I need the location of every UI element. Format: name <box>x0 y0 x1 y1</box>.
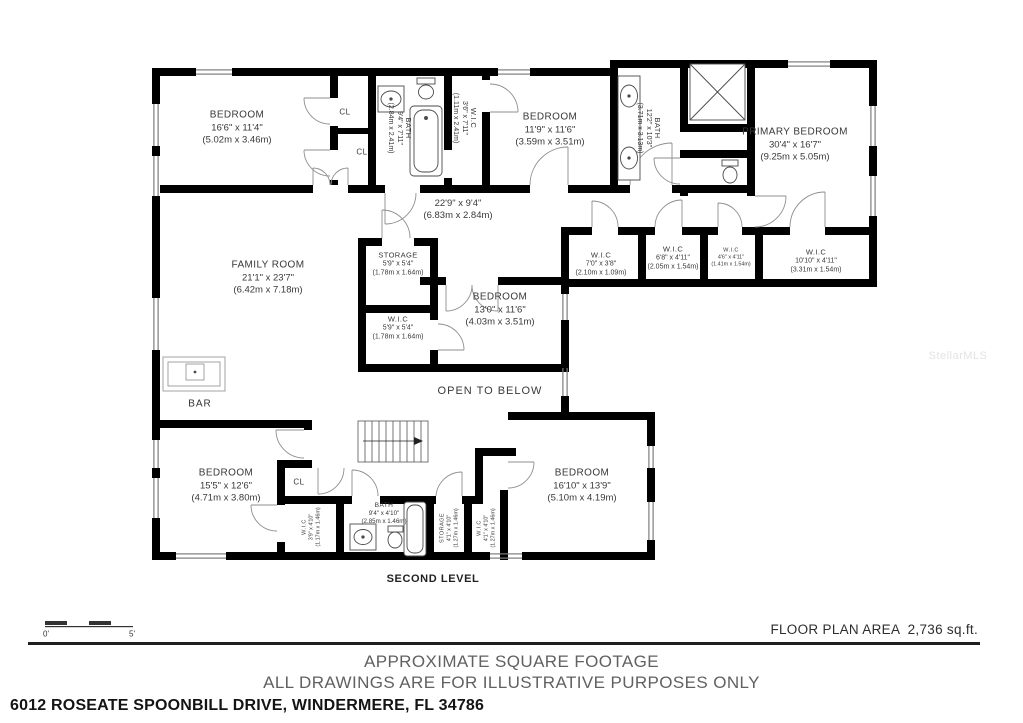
room-label-bath-top: BATH 9'4" x 7'11" (2.84m x 2.41m) <box>387 102 413 154</box>
room-label-wic-bottom-right: W.I.C 4'1" x 4'10" (1.27m x 1.46m) <box>476 508 497 548</box>
bathtub-icon <box>410 106 442 176</box>
room-label-bedroom-top-center: BEDROOM 11'9" x 11'6" (3.59m x 3.51m) <box>515 111 585 148</box>
property-address: 6012 ROSEATE SPOONBILL DRIVE, WINDERMERE, FL 34786 <box>10 697 485 714</box>
room-label-storage-bottom: STORAGE 4'1" x 4'10" (1.27m x 1.46m) <box>439 508 460 548</box>
bar-counter-icon <box>163 357 225 391</box>
room-label-bath-bottom: BATH 9'4" x 4'10" (2.85m x 1.46m) <box>361 501 407 526</box>
room-label-bedroom-bottom-left: BEDROOM 15'5" x 12'6" (4.71m x 3.80m) <box>191 467 261 504</box>
scale-zero-label: 0' <box>43 629 49 639</box>
toilet-icon <box>722 160 738 183</box>
room-label-wic-hall-1: W.I.C 7'0" x 3'8" (2.10m x 1.09m) <box>575 250 627 276</box>
closet-label-2: CL <box>356 147 368 157</box>
room-label-wic-bottom-left: W.I.C 3'9" x 4'10" (1.17m x 1.46m) <box>301 507 322 547</box>
bar-label: BAR <box>188 398 212 410</box>
bathtub-icon <box>404 502 426 556</box>
hall-dimensions-label: 22'9" x 9'4" (6.83m x 2.84m) <box>423 197 493 221</box>
closet-label-1: CL <box>339 107 351 117</box>
open-to-below-label: OPEN TO BELOW <box>437 385 543 397</box>
level-label: SECOND LEVEL <box>386 573 480 585</box>
room-label-storage-mid: STORAGE 5'9" x 5'4" (1.78m x 1.64m) <box>372 250 424 276</box>
shower-icon <box>690 64 745 120</box>
room-label-wic-hall-4: W.I.C 10'10" x 4'11" (3.31m x 1.54m) <box>790 247 842 273</box>
disclaimer-line-1: APPROXIMATE SQUARE FOOTAGE <box>363 652 660 671</box>
room-label-family-room: FAMILY ROOM 21'1" x 23'7" (6.42m x 7.18m) <box>231 259 305 296</box>
room-label-wic-top: W.I.C 3'6" x 7'11" (1.11m x 2.41m) <box>452 92 478 144</box>
toilet-icon <box>388 526 403 548</box>
stairs-icon <box>358 421 428 462</box>
room-label-bedroom-top-left: BEDROOM 16'6" x 11'4" (5.02m x 3.46m) <box>202 109 272 146</box>
footer-divider <box>28 642 980 645</box>
scale-five-label: 5' <box>129 629 135 639</box>
sink-icon <box>350 524 376 550</box>
closet-label-3: CL <box>293 477 305 487</box>
room-label-wic-hall-3: W.I.C 4'6" x 4'11" (1.41m x 1.54m) <box>711 247 751 268</box>
room-label-wic-mid: W.I.C 5'9" x 5'4" (1.78m x 1.64m) <box>372 314 424 340</box>
room-label-primary-bedroom: PRIMARY BEDROOM 30'4" x 16'7" (9.25m x 5.05m) <box>742 126 848 163</box>
disclaimer-line-2: ALL DRAWINGS ARE FOR ILLUSTRATIVE PURPOSES ONLY <box>263 673 760 692</box>
floor-plan-area-label: FLOOR PLAN AREA 2,736 sq.ft. <box>770 622 978 637</box>
room-label-bedroom-bottom-right: BEDROOM 16'10" x 13'9" (5.10m x 4.19m) <box>547 467 617 504</box>
room-label-wic-hall-2: W.I.C 6'8" x 4'11" (2.05m x 1.54m) <box>647 244 699 270</box>
room-label-bedroom-center: BEDROOM 13'0" x 11'6" (4.03m x 3.51m) <box>465 291 535 328</box>
watermark: StellarMLS <box>928 350 988 362</box>
scale-bar <box>45 621 133 627</box>
toilet-icon <box>417 78 435 99</box>
room-label-bath-primary: BATH 12'2" x 10'3" (3.71m x 3.13m) <box>636 102 662 154</box>
